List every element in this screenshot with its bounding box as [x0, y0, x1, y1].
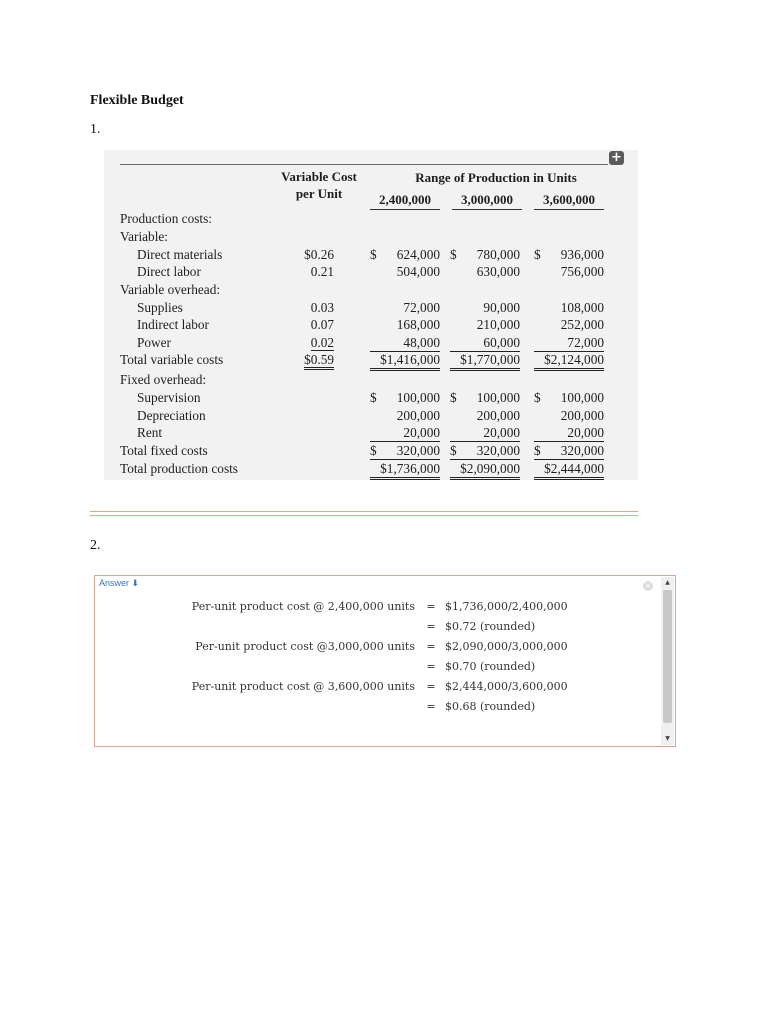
calc-value-3000000: $2,090,000/3,000,000: [445, 640, 568, 653]
cell-a-direct-materials: $ 624,000: [370, 247, 440, 262]
row-label-production-costs: Production costs:: [120, 211, 212, 226]
cell-b-direct-materials: $ 780,000: [450, 247, 520, 262]
cell-c-total-variable: $2,124,000: [534, 352, 604, 371]
header-variable-cost-line1: Variable Cost: [281, 169, 357, 184]
row-label-direct-materials: Direct materials: [137, 247, 223, 262]
row-label-total-fixed: Total fixed costs: [120, 443, 208, 458]
var-cost-direct-labor: 0.21: [310, 264, 334, 279]
item-number-2: 2.: [90, 538, 101, 553]
row-label-total-production: Total production costs: [120, 461, 238, 476]
cell-c-indirect-labor: 252,000: [560, 317, 604, 332]
row-label-variable: Variable:: [120, 229, 168, 244]
cell-c-power: 72,000: [534, 335, 604, 352]
var-cost-supplies: 0.03: [310, 300, 334, 315]
row-label-power: Power: [137, 335, 171, 350]
cell-b-total-fixed: $ 320,000: [450, 443, 520, 458]
close-icon[interactable]: ×: [644, 581, 652, 590]
scroll-thumb[interactable]: [663, 590, 672, 723]
cell-a-supplies: 72,000: [403, 300, 440, 315]
row-label-fixed-overhead: Fixed overhead:: [120, 372, 207, 387]
calc-equals: =: [426, 660, 436, 673]
calc-result-3000000: $0.70 (rounded): [445, 660, 536, 673]
calc-equals: =: [426, 640, 436, 653]
calc-label-2400000: Per-unit product cost @ 2,400,000 units: [191, 600, 415, 613]
flexible-budget-table: [104, 150, 638, 480]
cell-a-indirect-labor: 168,000: [396, 317, 440, 332]
row-label-supplies: Supplies: [137, 300, 183, 315]
header-variable-cost-line2: per Unit: [295, 186, 343, 201]
header-col-3000000: 3,000,000: [452, 191, 522, 210]
scroll-down-icon[interactable]: ▼: [665, 735, 670, 742]
cell-a-rent: 20,000: [370, 425, 440, 442]
calc-equals: =: [426, 600, 436, 613]
header-range: Range of Production in Units: [415, 170, 577, 185]
cell-a-total-fixed: $ 320,000: [370, 443, 440, 458]
cell-b-supervision: $ 100,000: [450, 390, 520, 405]
answer-panel: [94, 575, 676, 747]
cell-b-depreciation: 200,000: [476, 408, 520, 423]
row-label-total-variable: Total variable costs: [120, 352, 224, 367]
header-variable-cost: [264, 168, 374, 202]
cell-c-total-fixed: $ 320,000: [534, 443, 604, 458]
var-cost-total-variable: $0.59: [276, 352, 334, 368]
calc-value-3600000: $2,444,000/3,600,000: [445, 680, 568, 693]
row-label-supervision: Supervision: [137, 390, 201, 405]
cell-a-depreciation: 200,000: [396, 408, 440, 423]
row-label-depreciation: Depreciation: [137, 408, 206, 423]
answer-toggle-link[interactable]: Answer ⬇: [99, 578, 140, 588]
row-label-indirect-labor: Indirect labor: [137, 317, 209, 332]
row-label-rent: Rent: [137, 425, 163, 440]
calc-result-3600000: $0.68 (rounded): [445, 700, 536, 713]
cell-b-direct-labor: 630,000: [476, 264, 520, 279]
cell-b-indirect-labor: 210,000: [476, 317, 520, 332]
header-col-2400000: 2,400,000: [370, 191, 440, 210]
var-cost-indirect-labor: 0.07: [310, 317, 334, 332]
cell-b-rent: 20,000: [450, 425, 520, 442]
calc-equals: =: [426, 680, 436, 693]
var-cost-power: 0.02: [310, 335, 334, 350]
cell-a-total-production: $1,736,000: [370, 461, 440, 480]
calc-label-3000000: Per-unit product cost @3,000,000 units: [195, 640, 415, 653]
cell-c-rent: 20,000: [534, 425, 604, 442]
cell-a-supervision: $ 100,000: [370, 390, 440, 405]
row-label-direct-labor: Direct labor: [137, 264, 201, 279]
row-label-variable-overhead: Variable overhead:: [120, 282, 221, 297]
cell-c-direct-materials: $ 936,000: [534, 247, 604, 262]
calc-equals: =: [426, 700, 436, 713]
cell-a-total-variable: $1,416,000: [370, 352, 440, 371]
scrollbar[interactable]: [661, 577, 674, 745]
cell-b-power: 60,000: [450, 335, 520, 352]
calc-label-3600000: Per-unit product cost @ 3,600,000 units: [191, 680, 415, 693]
cell-c-depreciation: 200,000: [560, 408, 604, 423]
cell-c-total-production: $2,444,000: [534, 461, 604, 480]
cell-c-direct-labor: 756,000: [560, 264, 604, 279]
calc-value-2400000: $1,736,000/2,400,000: [445, 600, 568, 613]
cell-b-total-production: $2,090,000: [450, 461, 520, 480]
cell-a-direct-labor: 504,000: [396, 264, 440, 279]
calc-result-2400000: $0.72 (rounded): [445, 620, 536, 633]
cell-c-supervision: $ 100,000: [534, 390, 604, 405]
header-col-3600000: 3,600,000: [534, 191, 604, 210]
section-divider: [90, 511, 638, 516]
expand-icon[interactable]: +: [609, 151, 624, 165]
cell-b-supplies: 90,000: [483, 300, 520, 315]
cell-c-supplies: 108,000: [560, 300, 604, 315]
cell-a-power: 48,000: [370, 335, 440, 352]
page-title: Flexible Budget: [90, 93, 184, 108]
item-number-1: 1.: [90, 122, 101, 137]
table-top-rule: [120, 164, 608, 165]
cell-b-total-variable: $1,770,000: [450, 352, 520, 371]
scroll-up-icon[interactable]: ▲: [665, 579, 670, 586]
calc-equals: =: [426, 620, 436, 633]
var-cost-direct-materials: $0.26: [304, 247, 334, 262]
